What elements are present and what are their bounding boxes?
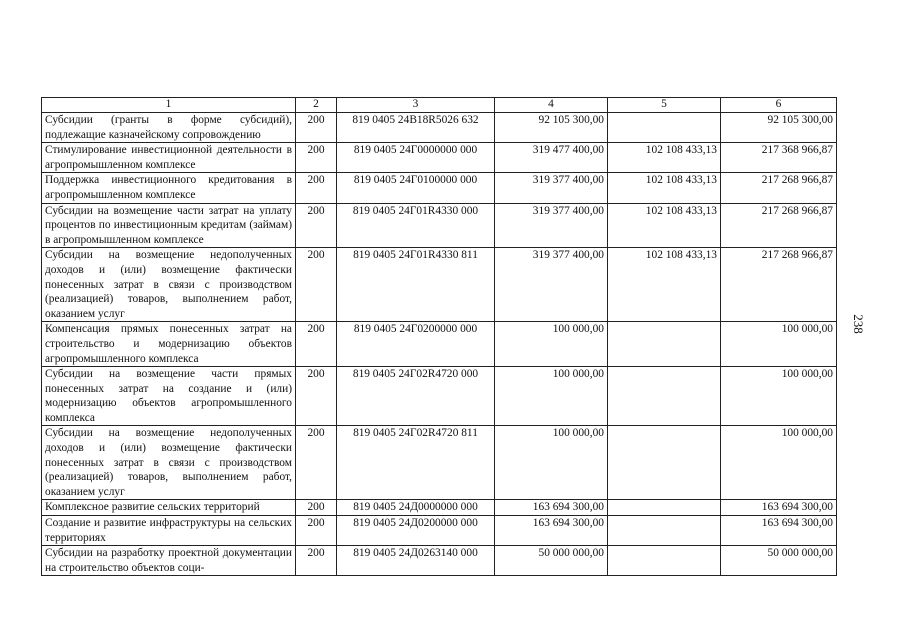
cell-amount: 100 000,00 bbox=[495, 367, 608, 426]
header-row bbox=[42, 98, 837, 113]
table-row bbox=[42, 426, 837, 500]
cell-name: Субсидии на возмещение недополученных доходов и (или) возмещение фактически понесенных затрат в связи с производством (реализацией) товаров, выполнением работ, оказанием услуг bbox=[42, 426, 296, 500]
cell-total: 50 000 000,00 bbox=[721, 546, 837, 576]
cell-code: 819 0405 24Г0000000 000 bbox=[337, 143, 495, 173]
cell-change: 102 108 433,13 bbox=[608, 143, 721, 173]
cell-total: 217 268 966,87 bbox=[721, 248, 837, 322]
cell-total: 163 694 300,00 bbox=[721, 516, 837, 546]
cell-name: Создание и развитие инфраструктуры на сельских территориях bbox=[42, 516, 296, 546]
column-number-4: 4 bbox=[495, 98, 608, 113]
cell-change bbox=[608, 516, 721, 546]
cell-code: 819 0405 24Г0100000 000 bbox=[337, 173, 495, 203]
cell-section: 200 bbox=[296, 203, 337, 248]
cell-change bbox=[608, 367, 721, 426]
cell-code: 819 0405 24Г0200000 000 bbox=[337, 322, 495, 367]
table-row bbox=[42, 322, 837, 367]
cell-code: 819 0405 24Г02R4720 000 bbox=[337, 367, 495, 426]
cell-section: 200 bbox=[296, 367, 337, 426]
column-number-1: 1 bbox=[42, 98, 296, 113]
cell-total: 100 000,00 bbox=[721, 426, 837, 500]
cell-name: Стимулирование инвестиционной деятельности в агропромышленном комплексе bbox=[42, 143, 296, 173]
cell-section: 200 bbox=[296, 322, 337, 367]
cell-total: 100 000,00 bbox=[721, 367, 837, 426]
cell-amount: 100 000,00 bbox=[495, 426, 608, 500]
page-number: 238 bbox=[851, 314, 866, 334]
cell-section: 200 bbox=[296, 546, 337, 576]
table-row bbox=[42, 367, 837, 426]
cell-section: 200 bbox=[296, 500, 337, 516]
cell-change bbox=[608, 426, 721, 500]
cell-total: 217 268 966,87 bbox=[721, 203, 837, 248]
cell-name: Субсидии на возмещение недополученных доходов и (или) возмещение фактически понесенных затрат в связи с производством (реализацией) товаров, выполнением работ, оказанием услуг bbox=[42, 248, 296, 322]
cell-code: 819 0405 24Д0263140 000 bbox=[337, 546, 495, 576]
cell-code: 819 0405 24Д0000000 000 bbox=[337, 500, 495, 516]
table-row bbox=[42, 143, 837, 173]
cell-name: Поддержка инвестиционного кредитования в агропромышленном комплексе bbox=[42, 173, 296, 203]
cell-amount: 319 377 400,00 bbox=[495, 203, 608, 248]
cell-change bbox=[608, 546, 721, 576]
column-number-6: 6 bbox=[721, 98, 837, 113]
cell-section: 200 bbox=[296, 248, 337, 322]
cell-name: Комплексное развитие сельских территорий bbox=[42, 500, 296, 516]
cell-section: 200 bbox=[296, 426, 337, 500]
column-number-3: 3 bbox=[337, 98, 495, 113]
table-row bbox=[42, 113, 837, 143]
cell-code: 819 0405 24Г01R4330 811 bbox=[337, 248, 495, 322]
cell-code: 819 0405 24Д0200000 000 bbox=[337, 516, 495, 546]
cell-change: 102 108 433,13 bbox=[608, 248, 721, 322]
cell-name: Субсидии на возмещение части затрат на уплату процентов по инвестиционным кредитам (займам) в агропромышленном комплексе bbox=[42, 203, 296, 248]
cell-amount: 319 377 400,00 bbox=[495, 248, 608, 322]
cell-total: 217 368 966,87 bbox=[721, 143, 837, 173]
cell-change: 102 108 433,13 bbox=[608, 203, 721, 248]
cell-total: 163 694 300,00 bbox=[721, 500, 837, 516]
cell-name: Субсидии на разработку проектной документации на строительство объектов соци- bbox=[42, 546, 296, 576]
cell-name: Компенсация прямых понесенных затрат на строительство и модернизацию объектов агропромышленного комплекса bbox=[42, 322, 296, 367]
cell-section: 200 bbox=[296, 113, 337, 143]
cell-code: 819 0405 24Г01R4330 000 bbox=[337, 203, 495, 248]
cell-amount: 100 000,00 bbox=[495, 322, 608, 367]
cell-amount: 163 694 300,00 bbox=[495, 516, 608, 546]
cell-total: 217 268 966,87 bbox=[721, 173, 837, 203]
cell-change bbox=[608, 322, 721, 367]
cell-section: 200 bbox=[296, 516, 337, 546]
cell-name: Субсидии на возмещение части прямых понесенных затрат на создание и (или) модернизацию объектов агропромышленного комплекса bbox=[42, 367, 296, 426]
table-row bbox=[42, 173, 837, 203]
cell-change bbox=[608, 500, 721, 516]
cell-change bbox=[608, 113, 721, 143]
column-number-2: 2 bbox=[296, 98, 337, 113]
table-row bbox=[42, 500, 837, 516]
cell-amount: 50 000 000,00 bbox=[495, 546, 608, 576]
budget-table bbox=[41, 97, 837, 576]
cell-amount: 92 105 300,00 bbox=[495, 113, 608, 143]
column-number-5: 5 bbox=[608, 98, 721, 113]
cell-amount: 319 377 400,00 bbox=[495, 173, 608, 203]
table-row bbox=[42, 248, 837, 322]
cell-amount: 163 694 300,00 bbox=[495, 500, 608, 516]
table-row bbox=[42, 203, 837, 248]
cell-section: 200 bbox=[296, 173, 337, 203]
cell-code: 819 0405 24В18R5026 632 bbox=[337, 113, 495, 143]
cell-change: 102 108 433,13 bbox=[608, 173, 721, 203]
table-row bbox=[42, 546, 837, 576]
cell-name: Субсидии (гранты в форме субсидий), подлежащие казначейскому сопровождению bbox=[42, 113, 296, 143]
cell-section: 200 bbox=[296, 143, 337, 173]
cell-total: 92 105 300,00 bbox=[721, 113, 837, 143]
cell-amount: 319 477 400,00 bbox=[495, 143, 608, 173]
cell-total: 100 000,00 bbox=[721, 322, 837, 367]
table-row bbox=[42, 516, 837, 546]
cell-code: 819 0405 24Г02R4720 811 bbox=[337, 426, 495, 500]
